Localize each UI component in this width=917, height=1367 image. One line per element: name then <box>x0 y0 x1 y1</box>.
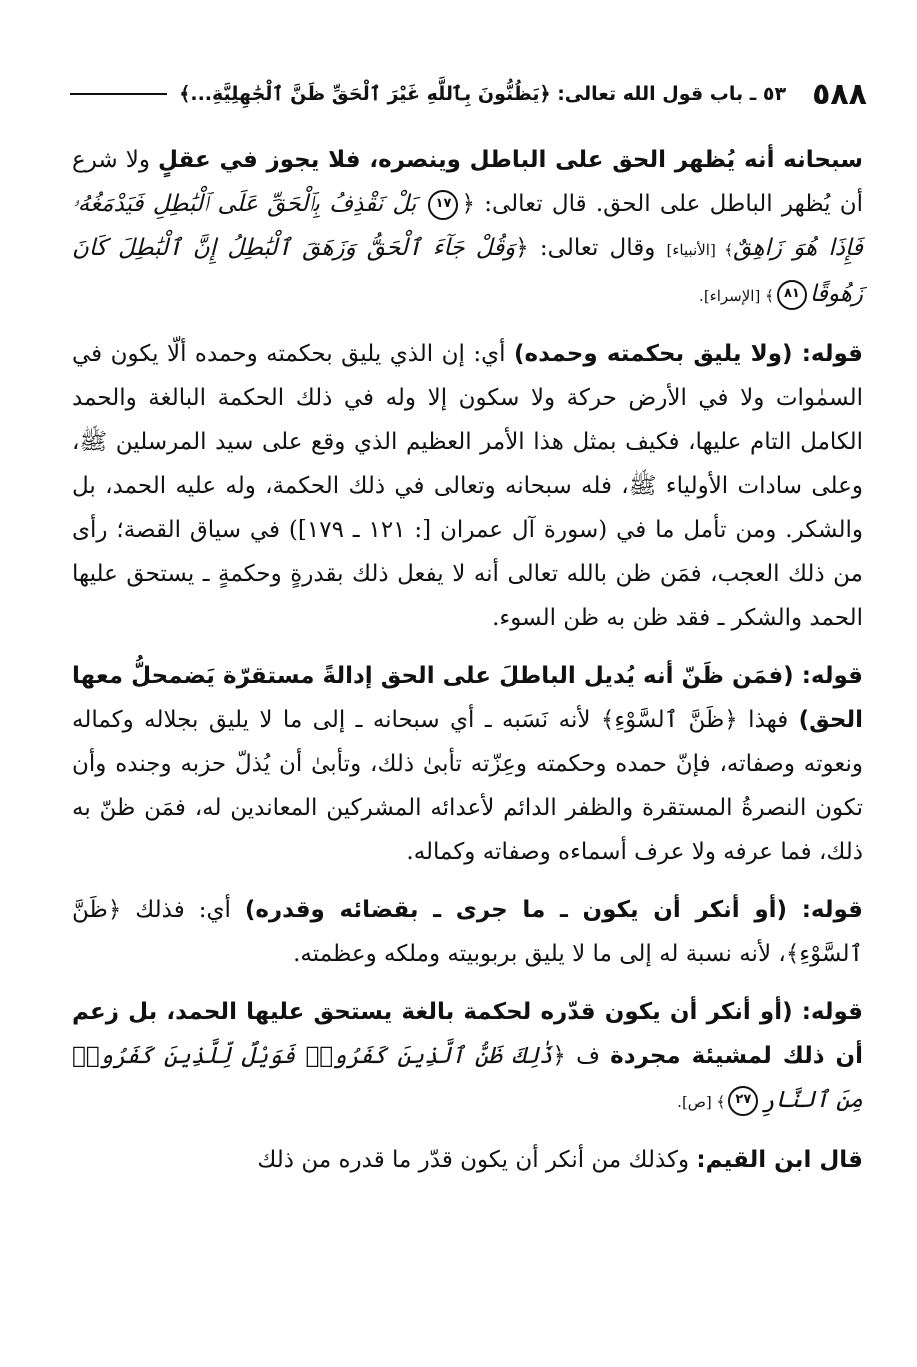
paragraph-label: قال ابن القيم: <box>696 1147 863 1173</box>
chapter-title: ٥٣ ـ باب قول الله تعالى: ﴿يَظُنُّونَ بِٱللَّهِ غَيْرَ ٱلْحَقِّ ظَنَّ ٱلْجَٰهِلِيَّةِ...﴾ <box>179 83 787 105</box>
paragraph-label: قوله: <box>801 341 863 367</box>
verse-source: ﴾ [الأنبياء] <box>666 241 734 259</box>
paragraph-5 <box>72 990 863 1124</box>
page-header <box>70 74 867 114</box>
paragraph-text: وكذلك من أنكر أن يكون قدّر ما قدره من ذلك <box>257 1147 697 1173</box>
quoted-text: (ولا يليق بحكمته وحمده) <box>514 341 802 367</box>
paragraph-label: قوله: <box>801 897 863 923</box>
paragraph-1 <box>72 138 863 318</box>
ayah-number-marker: ٨١ <box>777 280 807 310</box>
paragraph-text: وقال تعالى: ﴿ <box>515 235 667 261</box>
quran-verse: ذَٰلِكَ ظَنُّ ٱلَّذِينَ كَفَرُوا۟ فَوَيْلٌ لِّلَّذِينَ كَفَرُوا۟ مِنَ ٱلنَّارِ <box>72 1043 863 1113</box>
ayah-number-marker: ١٧ <box>428 190 458 220</box>
paragraph-text: أي: فذلك ﴿ظَنَّ ٱلسَّوْءِ﴾، لأنه نسبة له إلى ما لا يليق بربوبيته وملكه وعظمته. <box>72 897 863 967</box>
paragraph-label: قوله: <box>801 999 863 1025</box>
paragraph-6 <box>72 1138 863 1182</box>
quoted-text: (أو أنكر أن يكون ـ ما جرى ـ بقضائه وقدره) <box>244 897 802 923</box>
page-number: ٥٨٨ <box>812 76 867 112</box>
paragraph-text: ولا شرع أن يُظهر الباطل على الحق. قال تعالى: ﴿ <box>72 147 863 217</box>
page-body <box>72 138 863 1196</box>
paragraph-text: أي: إن الذي يليق بحكمته وحمده ألّا يكون في السمٰوات ولا في الأرض حركة ولا سكون إلا وله في ذلك الحكمة البالغة والحمد الكامل التام عليها، فكيف بمثل هذا الأمر العظيم الذي وقع على سيد المرسلين ﷺ، وعلى سادات الأولياء ﷺ، فله سبحانه وتعالى في ذلك الحكمة، وله عليه الحمد، بل والشكر. ومن تأمل ما في (سورة آل عمران [: ١٢١ ـ ١٧٩]) في سياق القصة؛ رأى من ذلك العجب، فمَن ظن بالله تعالى أنه لا يفعل ذلك بقدرةٍ وحكمةٍ ـ يستحق عليها الحمد والشكر ـ فقد ظن به ظن السوء. <box>72 341 863 631</box>
quoted-text: (فمَن ظَنّ أنه يُديل الباطلَ على الحق إدالةً مستقرّة يَضمحلُّ معها الحق) <box>72 663 863 733</box>
quran-verse: وَقُلْ جَآءَ ٱلْحَقُّ وَزَهَقَ ٱلْبَٰطِلُ إِنَّ ٱلْبَٰطِلَ كَانَ زَهُوقًا <box>72 235 863 307</box>
paragraph-lead: سبحانه أنه يُظهر الحق على الباطل وينصره، فلا يجوز في عقلٍ <box>157 147 863 173</box>
paragraph-text: فهذا ﴿ظَنَّ ٱلسَّوْءِ﴾ لأنه نَسَبه ـ أي سبحانه ـ إلى ما لا يليق بجلاله وكماله ونعوته وصفاته، فإنّ حمده وحكمته وعِزّته تأبىٰ ذلك، وتأبىٰ أن يُذلّ حزبه وجنده وأن تكون النصرةُ المستقرة والظفر الدائم لأعدائه المشركين المعاندين له، فمَن ظنّ به ذلك، فما عرفه ولا عرف أسماءه وصفاته وكماله. <box>72 707 863 865</box>
verse-source: ﴾ [ص]. <box>677 1093 726 1111</box>
paragraph-text: ف ﴿ <box>552 1043 611 1069</box>
paragraph-label: قوله: <box>801 663 863 689</box>
header-rule <box>70 93 167 95</box>
ayah-number-marker: ٢٧ <box>728 1086 758 1116</box>
paragraph-2 <box>72 332 863 640</box>
quran-verse: بَلْ نَقْذِفُ بِٱلْحَقِّ عَلَى ٱلْبَٰطِلِ فَيَدْمَغُهُۥ فَإِذَا هُوَ زَاهِقٌ <box>72 191 863 261</box>
verse-source: ﴾ [الإسراء]. <box>699 287 774 305</box>
paragraph-4 <box>72 888 863 976</box>
quoted-text: (أو أنكر أن يكون قدّره لحكمة بالغة يستحق عليها الحمد، بل زعم أن ذلك لمشيئة مجردة <box>72 999 863 1069</box>
paragraph-3 <box>72 654 863 874</box>
